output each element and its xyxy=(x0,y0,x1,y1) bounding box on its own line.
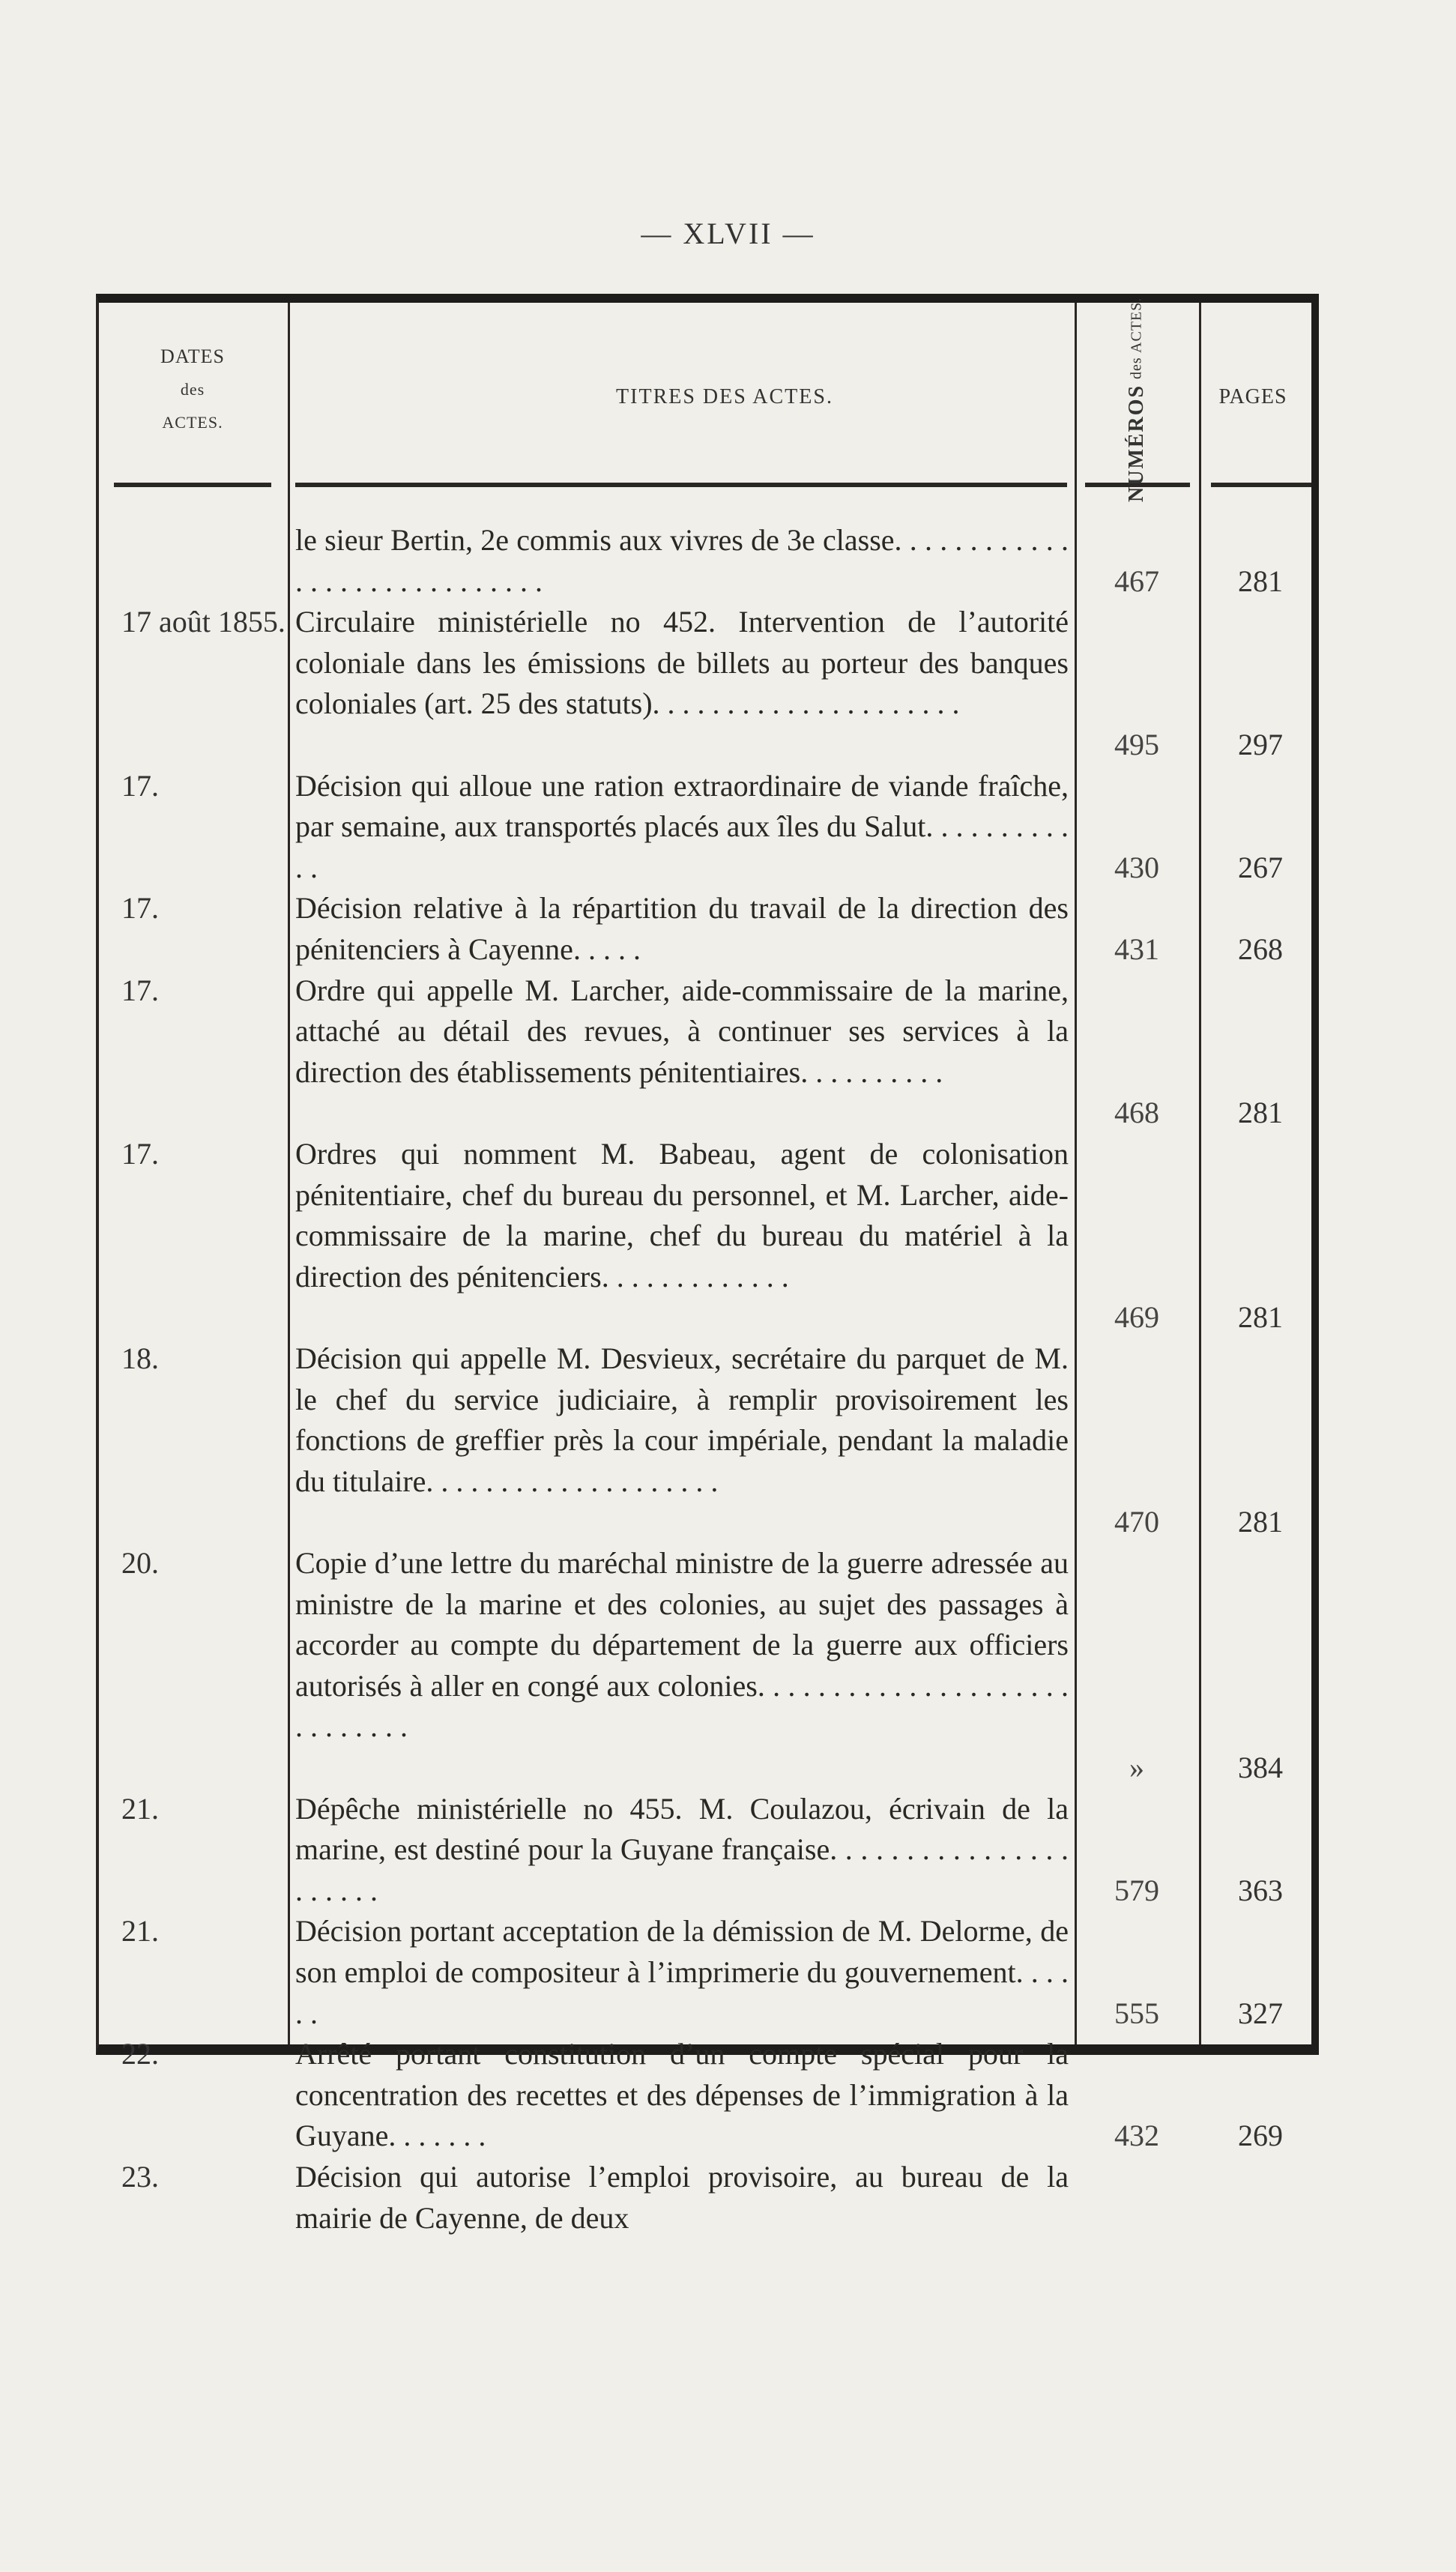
act-title: Décision relative à la répartition du travail de la direction des pénitenciers à Cayenne. . . . . xyxy=(295,891,1069,966)
table-body xyxy=(99,520,1311,2239)
act-page: 268 xyxy=(1238,932,1283,966)
numeros-header-line2: des xyxy=(1128,357,1145,380)
dates-header-line1: DATES xyxy=(160,345,225,367)
act-date: 21. xyxy=(121,1791,159,1826)
act-number: 579 xyxy=(1114,1873,1159,1907)
numeros-header-line3: ACTES. xyxy=(1128,297,1145,353)
act-title: Décision qui appelle M. Desvieux, secrétaire du parquet de M. le chef du service judiciaire, à remplir provisoirement les fonctions de greffier près la cour impériale, pendant la maladie du titulaire. . . . . . . . . . . . . . . . . . . . xyxy=(295,1341,1069,1498)
act-title: Décision qui alloue une ration extraordinaire de viande fraîche, par semaine, aux transportés placés aux îles du Salut. . . . . . . . . . . . xyxy=(295,768,1069,884)
act-title: Copie d’une lettre du maréchal ministre de la guerre adressée au ministre de la marine et des colonies, au sujet des passages à accorder au compte du département de la guerre aux officiers autorisés à aller en congé aux colonies. . . . . . . . . . . . . . . . . . . . . . . . . . . . . xyxy=(295,1545,1069,1744)
column-header-dates xyxy=(99,340,286,439)
numeros-header-line1: NUMÉROS xyxy=(1125,384,1148,502)
act-date: 17. xyxy=(121,768,159,803)
act-date: 17 août 1855. xyxy=(121,605,286,639)
act-page: 267 xyxy=(1238,850,1283,884)
act-title: Arrêté portant constitution d’un compte spécial pour la concentration des recettes et des dépenses de l’immigration à la Guyane. . . . . . . xyxy=(295,2037,1069,2153)
act-page: 327 xyxy=(1238,1996,1283,2030)
acts-table xyxy=(96,294,1319,2235)
act-number: 468 xyxy=(1114,1096,1159,1130)
column-header-pages: PAGES xyxy=(1218,385,1287,408)
table-row xyxy=(99,1911,1311,2034)
act-title: Ordre qui appelle M. Larcher, aide-commissaire de la marine, attaché au détail des revues, à continuer ses services à la direction des établissements pénitentiaires. . . . . . . . . . xyxy=(295,973,1069,1089)
table-row xyxy=(99,2157,1311,2239)
table-row xyxy=(99,1789,1311,1912)
act-title: Dépêche ministérielle no 455. M. Coulazou, écrivain de la marine, est destiné pour la Guyane française. . . . . . . . . . . . . . . . . . . . . . xyxy=(295,1791,1069,1907)
act-date: 21. xyxy=(121,1914,159,1948)
act-date: 23. xyxy=(121,2159,159,2194)
dates-header-line2: des xyxy=(180,380,205,399)
rule-dates xyxy=(114,483,271,487)
dates-header-line3: ACTES. xyxy=(162,413,223,432)
table-row xyxy=(99,1543,1311,1789)
table-row xyxy=(99,1338,1311,1543)
act-number: 470 xyxy=(1114,1505,1159,1539)
column-header-titres: TITRES DES ACTES. xyxy=(616,385,833,408)
act-number: » xyxy=(1129,1750,1144,1784)
act-title: Décision portant acceptation de la démission de M. Delorme, de son emploi de compositeur à l’imprimerie du gouvernement. . . . . . xyxy=(295,1914,1069,2030)
table-row xyxy=(99,888,1311,970)
table-row xyxy=(99,1134,1311,1338)
act-title: le sieur Bertin, 2e commis aux vivres de 3e classe. . . . . . . . . . . . . . . . . . . . . . . . . . . . . xyxy=(295,523,1069,598)
act-page: 281 xyxy=(1238,1096,1283,1130)
act-date: 17. xyxy=(121,891,159,926)
act-page: 281 xyxy=(1238,564,1283,598)
act-page: 281 xyxy=(1238,1300,1283,1335)
act-number: 467 xyxy=(1114,564,1159,598)
table-row xyxy=(99,970,1311,1134)
act-number: 430 xyxy=(1114,850,1159,884)
act-date: 20. xyxy=(121,1545,159,1580)
act-date: 18. xyxy=(121,1341,159,1375)
table-row xyxy=(99,766,1311,889)
rule-titres xyxy=(295,483,1067,487)
act-title: Ordres qui nomment M. Babeau, agent de colonisation pénitentiaire, chef du bureau du personnel, et M. Larcher, aide-commissaire de la marine, chef du bureau du matériel à la direction des pénitenciers. . . . . . . . . . . . . xyxy=(295,1136,1069,1293)
act-page: 269 xyxy=(1238,2119,1283,2153)
act-number: 431 xyxy=(1114,932,1159,966)
act-title: Décision qui autorise l’emploi provisoire, au bureau de la mairie de Cayenne, de deux xyxy=(295,2159,1069,2235)
act-date: 17. xyxy=(121,973,159,1007)
act-title: Circulaire ministérielle no 452. Intervention de l’autorité coloniale dans les émissions de billets au porteur des banques coloniales (art. 25 des statuts). . . . . . . . . . . . . . . . . . . . . xyxy=(295,605,1069,721)
act-page: 363 xyxy=(1238,1873,1283,1907)
column-header-numeros xyxy=(1073,297,1200,502)
act-date: 17. xyxy=(121,1136,159,1171)
act-number: 469 xyxy=(1114,1300,1159,1335)
act-page: 297 xyxy=(1238,727,1283,761)
act-number: 555 xyxy=(1114,1996,1159,2030)
table-row xyxy=(99,520,1311,602)
page-header: — XLVII — xyxy=(641,217,815,250)
table-row xyxy=(99,2034,1311,2157)
act-page: 281 xyxy=(1238,1505,1283,1539)
act-date: 22. xyxy=(121,2037,159,2071)
act-page: 384 xyxy=(1238,1750,1283,1784)
rule-pages xyxy=(1211,483,1311,487)
act-number: 495 xyxy=(1114,727,1159,761)
table-row xyxy=(99,602,1311,765)
act-number: 432 xyxy=(1114,2119,1159,2153)
